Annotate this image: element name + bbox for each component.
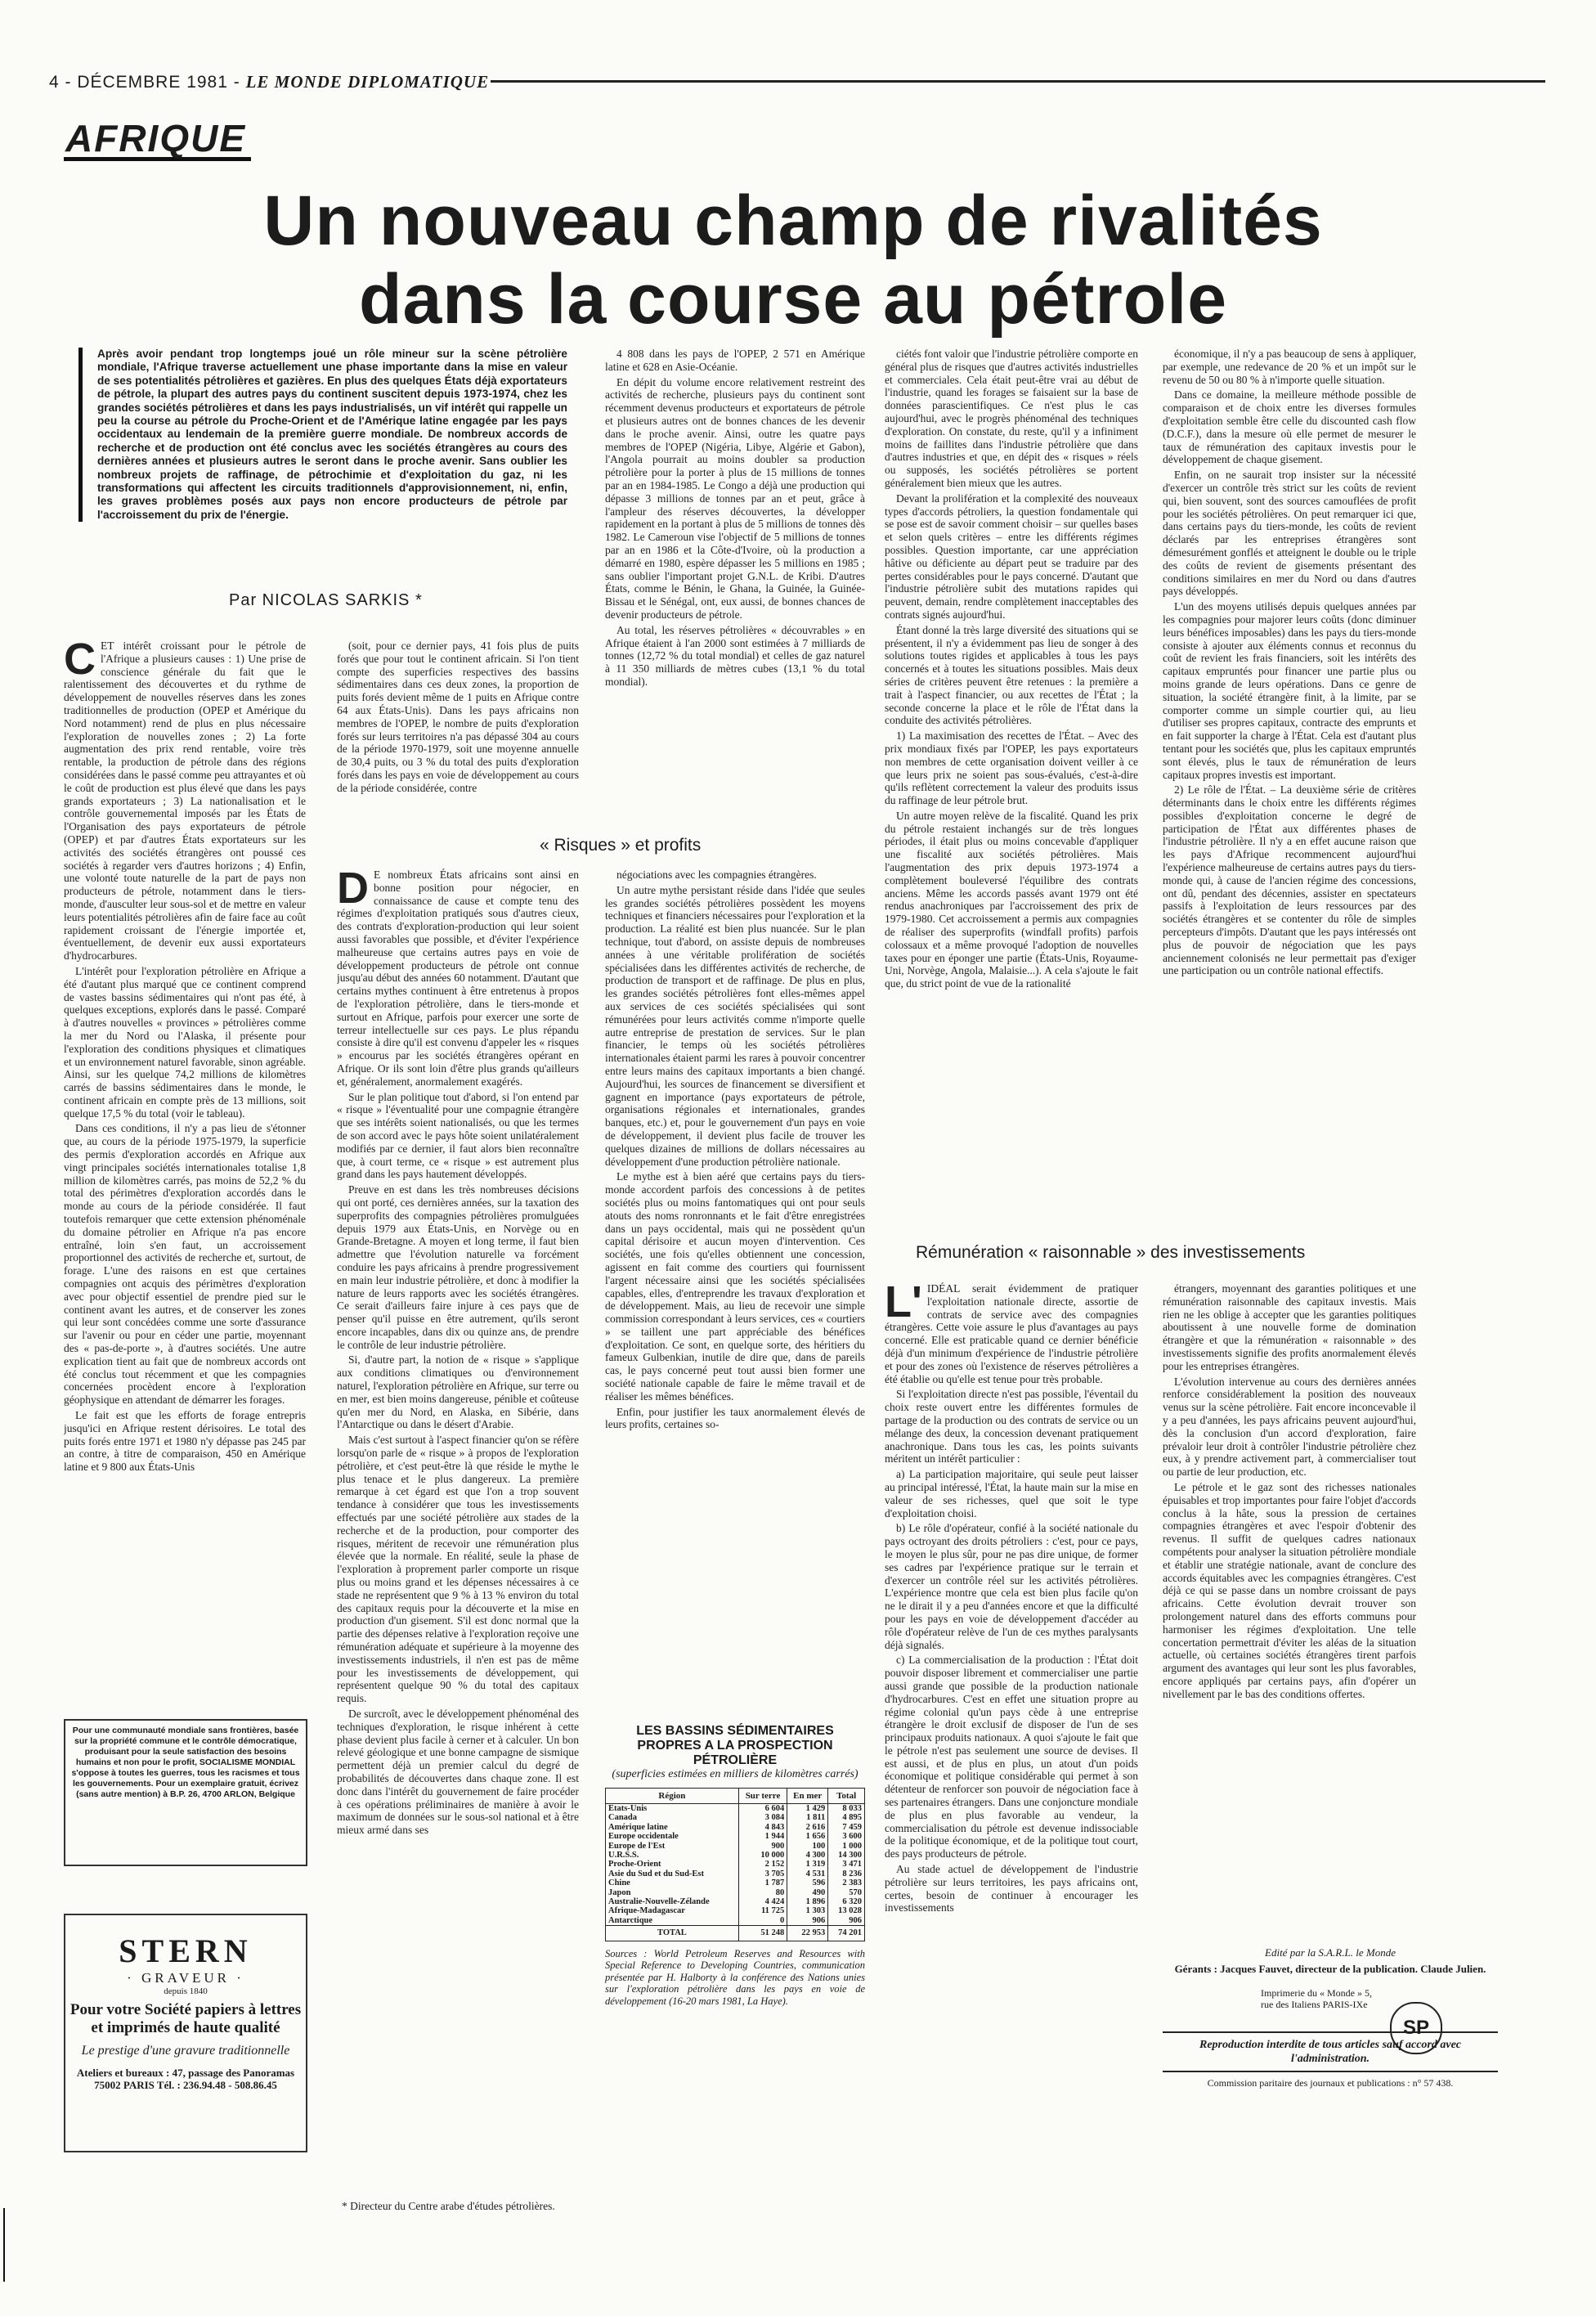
paragraph-text: En dépit du volume encore relativement restreint des activités de recherche, plusieurs pays du continent sont récemment devenus producteurs et exportateurs de pétrole et plusieurs autres ont de bonnes chances de les devenir dans le proche avenir. Ainsi, outre les quatre pays membres de l'OPEP (Nigéria, Libye, Algérie et Gabon), l'Angola pourrait au moins doubler sa production pétrolière pour la porter à plus de 15 millions de tonnes par an en 1984-1985. Le Congo a déjà une production qui dépasse 3 millions de tonnes par an et peut, grâce à l'ampleur des réserves découvertes, la développer rapidement en la portant à plus de 5 millions de tonnes dès 1982. Le Cameroun vise l'objectif de 5 millions de tonnes par an en 1986 et la Côte-d'Ivoire, où la production a démarré en 1980, espère dépasser les 5 millions en 1985 ; sans oublier l'important projet G.N.L. de Kribi. D'autres États, comme le Bénin, le Ghana, la Guinée, la Guinée-Bissau et le Sénégal, ont, eux aussi, de bonnes chances de devenir producteurs de pétrole. <box>605 375 865 621</box>
paragraph <box>337 1708 579 1837</box>
paragraph <box>1163 1376 1416 1479</box>
column-5-top <box>1163 348 1416 1243</box>
paragraph-text: Au total, les réserves pétrolières « découvrables » en Afrique étaient à l'an 2000 sont estimées à 7 milliards de tonnes (12,72 % du total mondial) et celles de gaz naturel à 11 350 milliards de mètres cubes (13,1 % du total mondial). <box>605 623 865 688</box>
table-cell: 3 084 <box>738 1813 787 1822</box>
stern-logo: STERN <box>119 1932 253 1969</box>
table-cell: 1 811 <box>787 1813 828 1822</box>
page-date: 4 - DÉCEMBRE 1981 - <box>49 73 246 92</box>
table-cell: 4 843 <box>738 1823 787 1832</box>
paragraph-text: L'intérêt pour l'exploration pétrolière en Afrique a été d'autant plus marqué que ce continent comprend de vastes bassins sédimentaires qui n'ont pas été, à quelques exceptions, explorés dans le passé. Comparé à d'autres nouvelles « provinces » pétrolières comme la mer du Nord ou l'Alaska, il présente pour l'exploration des conditions physiques et climatiques et un environnement naturel favorable, sinon agréable. Ainsi, sur les quelque 74,2 millions de kilomètres carrés de bassins sédimentaires dans le monde, le continent africain en compte près de 13 millions, soit quelque 17,5 % du total (voir le tableau). <box>64 964 306 1120</box>
table-cell: 4 895 <box>828 1813 865 1822</box>
paragraph <box>885 1388 1138 1465</box>
paragraph-text: Mais c'est surtout à l'aspect financier qu'on se réfère lorsqu'on parle de « risque » à propos de l'exploration pétrolière, et c'est peut-être là que réside le mythe le plus tenace et le plus dangereux. La première remarque à cet égard est que l'on a trop souvent tendance à considérer que tous les investissements effectués par une société pétrolière aux stades de la recherche et de la production, pour comporter des risques, méritent de recevoir une rémunération plus élevée que la normale. En réalité, seule la phase de l'exploration à proprement parler comporte un risque plus ou moins grand et les dépenses nécessaires à ce stade ne représentent que 9 % à 13 % environ du total des capitaux requis pour la découverte et la mise en production d'un gisement. S'il est donc normal que la partie des dépenses relative à l'exploration reçoive une rémunération adéquate et supérieure à la moyenne des investissements industriels, il n'en est pas de même pour les investissements de développement, qui représentent quelque 90 % du total des capitaux requis. <box>337 1434 579 1705</box>
paragraph-text: L'un des moyens utilisés depuis quelques années par les compagnies pour majorer leurs coûts (donc diminuer leurs bénéfices imposables) dans les pays du tiers-monde consiste à ajouter aux éléments connus et reconnus du coût de revient les frais financiers, soit les intérêts des capitaux empruntés pour financer une partie plus ou moins grande de leurs opérations. Dans ce genre de situation, la société étrangère finit, à la limite, par se comporter comme un simple courtier qui, au lieu d'utiliser ses propres capitaux, contracte des emprunts et en fait supporter la charge à l'État. Cela est d'autant plus tentant pour les sociétés que, plus les capitaux empruntés sont élevés, plus le taux de rémunération de leurs capitaux propres investis est important. <box>1163 600 1416 781</box>
table-cell: 13 028 <box>828 1906 865 1915</box>
paragraph <box>605 624 865 689</box>
table-row <box>606 1916 865 1926</box>
table-cell: 100 <box>787 1842 828 1851</box>
publisher-box <box>1163 1946 1498 2089</box>
table-cell: Etats-Unis <box>606 1804 739 1814</box>
table-body <box>606 1804 865 1941</box>
paragraph <box>605 1170 865 1403</box>
paragraph <box>1163 1481 1416 1701</box>
publisher-rule <box>1163 2031 1498 2033</box>
paragraph-text: Un autre mythe persistant réside dans l'idée que seules les grandes sociétés pétrolières possèdent les moyens techniques et financiers nécessaires pour l'exploration et la production. La réalité est bien plus nuancée. Sur le plan technique, tout d'abord, on assiste depuis de nombreuses années à une véritable prolifération de sociétés spécialisées dans les différentes activités de recherche, de production de transport et de raffinage. De plus en plus, les grandes sociétés pétrolières font elles-mêmes appel aux services de ces sociétés spécialisées qui sont rémunérées pour leurs activités comme n'importe quelle autre entreprise de prestation de services. Sur le plan financier, le temps où les sociétés pétrolières internationales étaient parmi les rares à pouvoir concentrer entre leurs mains des capitaux importants a bien changé. Aujourd'hui, les sources de financement se diversifient et gagnent en importance (pays exportateurs de pétrole, organisations régionales et internationales, grandes banques, etc.) et, pour le gouvernement d'un pays en voie de développement, il devient plus facile de trouver les quelques dizaines de millions de dollars nécessaires au développement d'une production pétrolière nationale. <box>605 883 865 1168</box>
paragraph-text: Si l'exploitation directe n'est pas possible, l'éventail du choix reste ouvert entre les différentes formules de partage de la production ou des contrats de service ou un mélange des deux, la concession devenant pratiquement anachronique. Dans tous les cas, les points suivants méritent un intérêt particulier : <box>885 1388 1138 1465</box>
table-cell: 8 033 <box>828 1804 865 1814</box>
paragraph <box>1163 783 1416 977</box>
table-cell: 1 303 <box>787 1906 828 1915</box>
table-cell: Europe de l'Est <box>606 1842 739 1851</box>
table-cell: 3 600 <box>828 1832 865 1841</box>
header-rule <box>491 80 1545 83</box>
paragraph-text: ET intérêt croissant pour le pétrole de l'Afrique a plusieurs causes : 1) Une prise de conscience générale du fait que le ralentissement des découvertes et du rythme de développement de nouvelles réserves dans les zones traditionnelles de production (OPEP et Amérique du Nord notamment) rend de plus en plus nécessaire l'exploration de nouvelles zones ; 2) La forte augmentation des prix rend rentable, voire très rentable, la production de pétrole dans des régions considérées dans le passé comme peu attrayantes et où le coût de production est plus élevé que dans les pays grands exportateurs ; 3) La nationalisation et le contrôle gouvernemental imposés par les États de l'Organisation des pays exportateurs de pétrole (OPEP) et par d'autres États exportateurs sur les activités des sociétés étrangères ont poussé ces sociétés à regarder vers d'autres horizons ; 4) Enfin, une volonté toute naturelle de la part de pays non producteurs de pétrole, notamment dans le tiers-monde, d'ausculter leur sous-sol et de mettre en valeur leurs potentialités pétrolières afin de faire face au coût rapidement croissant de l'énergie importée et, éventuellement, de devenir eux aussi exportateurs d'hydrocarbures. <box>64 640 306 963</box>
table-row <box>606 1832 865 1841</box>
table-cell: TOTAL <box>606 1926 739 1941</box>
paragraph <box>337 1434 579 1705</box>
paragraph-text: Un autre moyen relève de la fiscalité. Quand les prix du pétrole restaient inchangés sur de très longues périodes, il était plus ou moins concevable d'appliquer une fiscalité aux sociétés pétrolières. Mais l'augmentation des prix depuis 1973-1974 a complètement bouleversé l'équilibre des contrats anciens. Même les accords passés avant 1979 ont été rendus anachroniques par l'accroissement des prix de 1979-1980. Cet accroissement a permis aux compagnies de réaliser des superprofits (windfall profits) parfois colossaux et a même provoqué l'adoption de nouvelles taxes pour en éponger une partie (États-Unis, Royaume-Uni, Norvège, Angola, Malaisie...). A cela s'ajoute le fait que, du strict point de vue de la rationalité <box>885 809 1138 990</box>
column-2-top <box>337 640 579 800</box>
author-footnote: * Directeur du Centre arabe d'études pétrolières. <box>342 2200 555 2212</box>
table-cell: 22 953 <box>787 1926 828 1941</box>
paragraph-text: Étant donné la très large diversité des situations qui se présentent, il n'y a évidemment pas lieu de songer à des solutions toutes rigides et applicables à tous les pays concernés et à toutes les situations possibles. Mais deux séries de critères peuvent être retenues : la première a trait à l'aspect financier, ou aux recettes de l'État ; la seconde concerne la place et le rôle de l'État dans la conduite des activités pétrolières. <box>885 623 1138 727</box>
table-cell: Europe occidentale <box>606 1832 739 1841</box>
paragraph <box>1163 1282 1416 1373</box>
publisher-edited: Edité par la S.A.R.L. le Monde <box>1265 1946 1396 1959</box>
table-cell: 906 <box>828 1916 865 1926</box>
paragraph <box>337 868 579 1088</box>
table-cell: 1 944 <box>738 1832 787 1841</box>
table-header: Sur terre <box>738 1789 787 1804</box>
column-4-top <box>885 348 1138 1239</box>
basins-table-block <box>605 1724 865 2007</box>
basins-table <box>605 1788 865 1941</box>
imprimerie-stamp: SP <box>1390 2002 1442 2054</box>
drop-cap: C <box>64 640 96 684</box>
paragraph <box>885 1522 1138 1651</box>
table-row <box>606 1869 865 1878</box>
table-row <box>606 1842 865 1851</box>
table-cell: Japon <box>606 1888 739 1897</box>
table-cell: 4 300 <box>787 1851 828 1860</box>
paragraph-text: IDÉAL serait évidemment de pratiquer l'exploitation nationale directe, assortie de contrats de service avec des compagnies étrangères. Cette voie assure le plus d'avantages au pays concerné. Elle est praticable quand ce dernier bénéficie déjà d'un minimum d'expérience de l'industrie pétrolière et pour des zones où l'existence de réserves pétrolières a été établie ou qu'elle est tenue pour très probable. <box>885 1282 1138 1385</box>
table-row <box>606 1823 865 1832</box>
publisher-gerants: Gérants : Jacques Fauvet, directeur de la publication. Claude Julien. <box>1174 1963 1486 1975</box>
table-cell: 900 <box>738 1842 787 1851</box>
column-2-bottom <box>337 868 579 2193</box>
paragraph-text: Enfin, on ne saurait trop insister sur la nécessité d'exercer un contrôle très strict sur les coûts de revient qui, bien souvent, sont des sources camouflées de profit pour les sociétés pétrolières. On peut remarquer ici que, dans certains pays du tiers-monde, les coûts de revient déclarés par les entreprises étrangères sont démesurément gonflés et atteignent le double ou le triple des coûts de revient de gisements présentant des conditions similaires en mer du Nord ou dans d'autres pays développés. <box>1163 469 1416 598</box>
paragraph <box>64 1409 306 1474</box>
byline: Par NICOLAS SARKIS * <box>229 591 423 609</box>
table-cell: 1 656 <box>787 1832 828 1841</box>
paragraph-text: étrangers, moyennant des garanties politiques et une rémunération raisonnable des capitaux investis. Mais rien ne les oblige à accepter que les garanties politiques aboutissent à une nouvelle forme de domination étrangère et que la rémunération « raisonnable » des investissements signifie des profits anormalement élevés pour les entreprises étrangères. <box>1163 1282 1416 1372</box>
table-cell: 6 604 <box>738 1804 787 1814</box>
paragraph-text: Dans ce domaine, la meilleure méthode possible de comparaison et de choix entre les diverses formules d'exploitation semble être celle du discounted cash flow (D.C.F.), dans la mesure où elle permet de mesurer le taux de rémunération des capitaux investis pour le développement de chaque gisement. <box>1163 388 1416 466</box>
paragraph <box>605 348 865 374</box>
stern-since: depuis 1840 <box>164 1986 208 1996</box>
paragraph-text: Le fait est que les efforts de forage entrepris jusqu'ici en Afrique restent dérisoires. Le total des puits forés entre 1971 et 1980 n'y dépasse pas 245 par an contre, à titre de comparaison, 450 en Amérique latine et 9 800 aux États-Unis <box>64 1409 306 1474</box>
table-cell: 906 <box>787 1916 828 1926</box>
publisher-rule <box>1163 2071 1498 2072</box>
stern-address: Ateliers et bureaux : 47, passage des Panoramas 75002 PARIS Tél. : 236.94.48 - 508.86.45 <box>76 2067 295 2091</box>
column-3-top <box>605 348 865 806</box>
table-cell: 1 319 <box>787 1860 828 1869</box>
stern-tagline: Le prestige d'une gravure traditionnelle <box>81 2044 290 2058</box>
table-cell: 1 000 <box>828 1842 865 1851</box>
table-cell: Chine <box>606 1878 739 1887</box>
drop-cap: L' <box>885 1282 922 1326</box>
table-row <box>606 1813 865 1822</box>
table-cell: Canada <box>606 1813 739 1822</box>
table-cell: 1 787 <box>738 1878 787 1887</box>
paragraph <box>1163 469 1416 598</box>
page-header <box>49 69 1545 101</box>
table-header: Total <box>828 1789 865 1804</box>
paragraph <box>605 376 865 622</box>
table-cell: 570 <box>828 1888 865 1897</box>
paragraph <box>885 1468 1138 1519</box>
stern-subtitle: · GRAVEUR · <box>127 1970 244 1986</box>
section-label: AFRIQUE <box>64 119 251 161</box>
paragraph-text: De surcroît, avec le développement phénoménal des techniques d'exploration, le risque inhérent à cette phase devient plus facile à cerner et à calculer. Un bon relevé géologique et une bonne campagne de sismique permettent déjà un premier calcul du degré de probabilités de découvertes dans chaque zone. Il est donc dans l'intérêt du gouvernement de faire procéder à ces opérations préliminaires de manière à avoir le maximum de données sur le sous-sol national et à être mieux armé dans ses <box>337 1708 579 1837</box>
paragraph-text: Preuve en est dans les très nombreuses décisions qui ont porté, ces dernières années, sur la taxation des superprofits des compagnies pétrolières promulguées depuis 1979 aux États-Unis, en Norvège ou en Grande-Bretagne. A moyen et long terme, il faut bien admettre que l'évolution naturelle va forcément conduire les pays africains à prendre progressivement en main leur industrie pétrolière, et donc à modifier la nature de leurs rapports avec les sociétés étrangères. Ce serait d'ailleurs faire injure à ces pays que de penser qu'il puisse en être autrement, qu'ils seront encore incapables, dans dix ou quinze ans, de prendre le contrôle de leur industrie pétrolière. <box>337 1183 579 1351</box>
table-cell: 4 531 <box>787 1869 828 1878</box>
table-cell: 2 152 <box>738 1860 787 1869</box>
paragraph <box>885 624 1138 727</box>
advert-socialisme-mondial: Pour une communauté mondiale sans frontières, basée sur la propriété commune et le contrôle démocratique, produisant pour la seule satisfaction des besoins humains et non pour le profit, SOCIALISME MONDIAL s'oppose à toutes les guerres, tous les racismes et tous les gouvernements. Pour un exemplaire gratuit, écrivez (sans autre mention) à B.P. 26, 4700 ARLON, Belgique <box>64 1719 307 1866</box>
paragraph-text: 4 808 dans les pays de l'OPEP, 2 571 en Amérique latine et 628 en Asie-Océanie. <box>605 348 865 373</box>
paragraph-text: L'évolution intervenue au cours des dernières années renforce considérablement la position des nouveaux venus sur la scène pétrolière. Fait encore inconcevable il y a peu d'années, les pays africains peuvent aujourd'hui, dès la conclusion d'un accord d'exploration, faire prévaloir leur droit à contrôler l'industrie pétrolière chez eux, à y prendre activement part, à commercialiser tout ou partie de leur production, etc. <box>1163 1375 1416 1479</box>
table-cell: Australie-Nouvelle-Zélande <box>606 1897 739 1906</box>
column-4-bottom <box>885 1282 1138 2264</box>
paragraph-text: ciétés font valoir que l'industrie pétrolière comporte en général plus de risques que d'autres activités industrielles et commerciales. Cela était peut-être vrai au début de l'industrie, quand les forages se faisaient sur la base de données parascientifiques. Ce n'est plus le cas aujourd'hui, avec le progrès phénoménal des techniques d'exploration. On constate, du reste, qu'il y a infiniment moins de faillites dans l'industrie pétrolière que dans d'autres industries et que, en dépit des « risques » réels ou supposés, les sociétés pétrolières se portent généralement bien mieux que les autres. <box>885 348 1138 489</box>
paragraph <box>337 1353 579 1431</box>
paragraph <box>885 1654 1138 1860</box>
intro-chapeau: Après avoir pendant trop longtemps joué un rôle mineur sur la scène pétrolière mondiale, l'Afrique traverse actuellement une phase importante dans la mise en valeur de ses potentialités pétrolières et gazières. En plus des quelques États déjà exportateurs de pétrole, la plupart des autres pays du continent suscitent depuis 1973-1974, chez les grandes sociétés pétrolières et dans les pays industrialisés, un vif intérêt qui rappelle un peu la course au pétrole du Proche-Orient et de l'Amérique latine engagée par les pays occidentaux au lendemain de la première guerre mondiale. De nombreux accords de recherche et de production ont été conclus avec les sociétés étrangères au cours des dernières années et plusieurs autres le seront dans le proche avenir. Sans oublier les nombreux projets de raffinage, de pétrochimie et d'exploitation du gaz, ni les transformations qui affectent les circuits traditionnels d'approvisionnement, ni, enfin, les graves problèmes posés aux pays non encore producteurs de pétrole par l'accroissement du prix de l'énergie. <box>78 348 567 522</box>
table-cell: 0 <box>738 1916 787 1926</box>
paragraph <box>605 1406 865 1432</box>
table-cell: 2 616 <box>787 1823 828 1832</box>
paragraph <box>1163 600 1416 781</box>
table-cell: U.R.S.S. <box>606 1851 739 1860</box>
footer-left-rule <box>3 2208 5 2282</box>
table-cell: Proche-Orient <box>606 1860 739 1869</box>
table-cell: 11 725 <box>738 1906 787 1915</box>
table-header: Région <box>606 1789 739 1804</box>
column-3-bottom <box>605 868 865 1703</box>
paragraph-text: Le mythe est à bien aéré que certains pays du tiers-monde accordent parfois des concessions à de petites sociétés plus ou moins fantomatiques qui ont pour seuls atouts des noms ronronnants et le fait d'être enregistrées dans un pays occidental, mais qui ne possèdent qu'un capital dérisoire et aucun moyen d'intervention. Ces sociétés, une fois qu'elles obtiennent une concession, agissent en fait comme des courtiers qui fournissent l'argent nécessaire ainsi que les sociétés spécialisées capables, elles, d'entreprendre les travaux d'exploration et de développement. Mais, au lieu de recevoir une simple commission correspondant à leurs services, ces « courtiers » se taillent une part appréciable des bénéfices d'exploitation. Ce sont, en quelque sorte, des héritiers du fameux Gulbenkian, inutile de dire que, dans de pareils cas, le pays concerné peut tout aussi bien former une société nationale capable de faire le même travail et de réaliser les mêmes bénéfices. <box>605 1170 865 1403</box>
publisher-imprimerie: Imprimerie du « Monde » 5, rue des Italiens PARIS-IXe <box>1261 1987 1372 2010</box>
table-source: Sources : World Petroleum Reserves and Resources with Special Reference to Developing Countries, communication présentée par H. Halborty à la conférence des Nations unies sur l'exploration pétrolière dans les pays en voie de développement (16-20 mars 1981, La Haye). <box>605 1947 865 2007</box>
table-row <box>606 1878 865 1887</box>
paragraph-text: Si, d'autre part, la notion de « risque » s'applique aux conditions climatiques ou d'environnement naturel, l'exploration pétrolière en Afrique, sur terre ou en mer, est bien moins dangereuse, pénible et coûteuse qu'en mer du Nord, en Alaska, en Sibérie, dans l'Antarctique ou dans le désert d'Arabie. <box>337 1353 579 1431</box>
paragraph-text: 1) La maximisation des recettes de l'État. – Avec des prix mondiaux fixés par l'OPEP, les pays exportateurs non membres de cette organisation doivent veiller à ce que leurs prix ne soient pas sous-évalués, c'est-à-dire qu'ils reflètent correctement la valeur des produits issus du raffinage de leur pétrole brut. <box>885 729 1138 807</box>
table-cell: Antarctique <box>606 1916 739 1926</box>
headline <box>139 182 1447 339</box>
paragraph <box>337 1091 579 1182</box>
paragraph <box>605 868 865 882</box>
paragraph-text: (soit, pour ce dernier pays, 41 fois plus de puits forés que pour tout le continent africain. Si l'on tient compte des superficies respectives des bassins sédimentaires dans ces deux zones, la proportion de puits forés devient même de 1 puits en Afrique contre 64 aux États-Unis). Dans les pays africains non membres de l'OPEP, le nombre de puits d'exploration forés sur leurs territoires n'a pas dépassé 304 au cours de la période 1970-1979, soit une moyenne annuelle de 30,4 puits, ou 3 % du total des puits d'exploration forés dans les pays en voie de développement au cours de la période considérée, contre <box>337 640 579 794</box>
table-cell: Asie du Sud et du Sud-Est <box>606 1869 739 1878</box>
paragraph <box>885 492 1138 622</box>
masthead: LE MONDE DIPLOMATIQUE <box>245 72 490 92</box>
table-cell: 1 896 <box>787 1897 828 1906</box>
table-subtitle: (superficies estimées en milliers de kilomètres carrés) <box>612 1768 859 1780</box>
paragraph-text: E nombreux États africains sont ainsi en bonne position pour négocier, en connaissance de cause et compte tenu des régimes d'exploitation pratiqués sous d'autres cieux, des contrats d'exploration-production qui leur soient aussi favorables que possible, et d'éviter l'expérience malheureuse que certains autres pays en voie de développement producteurs de pétrole ont connue jusqu'au début des années 60 notamment. D'autant que certains mythes continuent à être entretenus à propos de l'exploration pétrolière, dans le tiers-monde et surtout en Afrique, parfois pour exercer une sorte de terreur intellectuelle sur ces pays. Le plus répandu consiste à dire qu'il est convenu d'appeler les « risques » encourus par les sociétés étrangères opérant en Afrique. Or ils sont loin d'être plus grands qu'ailleurs et, généralement, anormalement exagérés. <box>337 868 579 1088</box>
paragraph-text: Sur le plan politique tout d'abord, si l'on entend par « risque » l'éventualité pour une compagnie étrangère que ses intérêts soient nationalisés, ou que les termes de son accord avec le pays hôte soient unilatéralement modifiés par ce dernier, il faut alors bien reconnaître que, à court terme, ce « risque » est autrement plus grand dans les pays hautement développés. <box>337 1090 579 1181</box>
table-row <box>606 1804 865 1814</box>
table-cell: 1 429 <box>787 1804 828 1814</box>
table-cell: 3 471 <box>828 1860 865 1869</box>
paragraph <box>64 965 306 1120</box>
table-row <box>606 1897 865 1906</box>
table-cell: 3 705 <box>738 1869 787 1878</box>
drop-cap: D <box>337 868 369 913</box>
headline-line-1: Un nouveau champ de rivalités <box>263 182 1323 260</box>
table-cell: Afrique-Madagascar <box>606 1906 739 1915</box>
table-row <box>606 1860 865 1869</box>
paragraph <box>605 884 865 1169</box>
table-title: LES BASSINS SÉDIMENTAIRES PROPRES A LA PROSPECTION PÉTROLIÈRE <box>636 1724 834 1767</box>
publisher-reproduction: Reproduction interdite de tous articles sauf accord avec l'administration. <box>1199 2039 1462 2065</box>
paragraph-text: négociations avec les compagnies étrangères. <box>616 868 817 881</box>
paragraph <box>337 640 579 795</box>
table-cell: 490 <box>787 1888 828 1897</box>
paragraph <box>885 810 1138 990</box>
paragraph-text: Enfin, pour justifier les taux anormalement élevés de leurs profits, certaines so- <box>605 1405 865 1431</box>
table-cell: 4 424 <box>738 1897 787 1906</box>
table-cell: 6 320 <box>828 1897 865 1906</box>
paragraph <box>64 1122 306 1407</box>
publisher-commission: Commission paritaire des journaux et publications : n° 57 438. <box>1207 2077 1454 2089</box>
paragraph-text: Dans ces conditions, il n'y a pas lieu de s'étonner que, au cours de la période 1975-1979, la superficie des permis d'exploration accordés en Afrique aux vingt principales sociétés internationales totalise 1,8 million de kilomètres carrés, pas moins de 52,2 % du total des périmètres d'exploration accordés dans le monde au cours de la période considérée. Il faut toutefois remarquer que cette extension phénoménale du domaine pétrolier en Afrique n'a pas encore entraîné, loin s'en faut, un accroissement proportionnel des activités de recherche et, surtout, de forage. L'une des raisons en est que certaines compagnies ont acquis des périmètres d'exploration avec pour objectif essentiel de prendre pied sur le continent avant les autres, et de conserver les zones qui leur sont concédées comme une sorte d'assurance sur l'avenir ou pour en céder une partie, moyennant des « pas-de-porte », à d'autres sociétés. Une autre explication tient au fait que de nombreux accords ont été conclus tout récemment et que les compagnies concernées procèdent encore à l'exploration géophysique en attendant de démarrer les forages. <box>64 1122 306 1407</box>
column-5-bottom <box>1163 1282 1416 1806</box>
subhead-remuneration: Rémunération « raisonnable » des investissements <box>916 1243 1306 1262</box>
table-header-row <box>606 1789 865 1804</box>
paragraph-text: a) La participation majoritaire, qui seule peut laisser au principal intéressé, l'État, la haute main sur la mise en valeur de ses richesses, quel que soit le type d'exploitation choisi. <box>885 1468 1138 1519</box>
table-cell: 10 000 <box>738 1851 787 1860</box>
paragraph <box>885 348 1138 490</box>
paragraph-text: Au stade actuel de développement de l'industrie pétrolière sur leurs territoires, les pays africains ont, certes, besoin de continuer à encourager les investissements <box>885 1863 1138 1914</box>
table-cell: 80 <box>738 1888 787 1897</box>
table-row <box>606 1888 865 1897</box>
table-cell: 7 459 <box>828 1823 865 1832</box>
table-total-row <box>606 1926 865 1941</box>
paragraph <box>885 729 1138 807</box>
table-cell: 74 201 <box>828 1926 865 1941</box>
headline-line-2: dans la course au pétrole <box>358 260 1228 339</box>
paragraph-text: 2) Le rôle de l'État. – La deuxième série de critères déterminants dans le choix entre les différents régimes possibles d'exploitation concerne le degré de participation de l'État aux différentes phases de l'industrie pétrolière. Il n'y a en effet aucune raison que les pays d'Afrique recommencent aujourd'hui l'expérience malheureuse de certains autres pays du tiers-monde qui, à cause de l'ancien régime des concessions, ont dû, pendant des décennies, assister en spectateurs passifs à l'exploitation de leurs ressources par des sociétés étrangères et se contenter du rôle de simples percepteurs d'impôts. D'autant que les pays intéressés ont plus de pouvoir de négociation que les pays anciennement colonisés ne leur permettait pas d'exiger une participation ou un contrôle national effectifs. <box>1163 783 1416 977</box>
paragraph-text: Devant la prolifération et la complexité des nouveaux types d'accords pétroliers, la question fondamentale qui se pose est de savoir comment choisir – sur quelles bases et selon quels critères – entre les différents régimes possibles. Question importante, car une appréciation hâtive ou déficiente au départ peut se traduire par des pertes considérables pour le pays concerné. D'autant que l'industrie pétrolière subit des mutations rapides qui peuvent, demain, rendre complètement inacceptables des contrats signés aujourd'hui. <box>885 491 1138 621</box>
table-cell: 51 248 <box>738 1926 787 1941</box>
column-1-top <box>64 640 306 1699</box>
paragraph <box>64 640 306 963</box>
table-cell: Amérique latine <box>606 1823 739 1832</box>
paragraph-text: b) Le rôle d'opérateur, confié à la société nationale du pays octroyant des droits pétroliers : c'est, pour ce pays, le moyen le plus sûr, pour ne pas dire unique, de former ses cadres par l'expérience pratique sur le terrain et d'exercer un contrôle réel sur les activités pétrolières. L'expérience montre que cela est bien plus facile qu'on ne le dirait il y a peu d'années encore et que la difficulté pour les pays en voie de développement d'accéder au rôle d'opérateur relève de l'un de ces mythes paralysants déjà signalés. <box>885 1522 1138 1651</box>
table-cell: 596 <box>787 1878 828 1887</box>
subhead-risques: « Risques » et profits <box>540 836 702 855</box>
table-row <box>606 1851 865 1860</box>
table-header: En mer <box>787 1789 828 1804</box>
stern-headline: Pour votre Société papiers à lettres et imprimés de haute qualité <box>69 2001 302 2036</box>
advert-stern <box>64 1914 307 2152</box>
table-row <box>606 1906 865 1915</box>
paragraph-text: c) La commercialisation de la production : l'État doit pouvoir disposer librement et commercialiser une partie aussi grande que possible de la production nationale d'hydrocarbures. C'est en effet une situation propre au régime colonial qu'un pays cède à une entreprise étrangère le droit exclusif de disposer de l'un de ses principaux produits nationaux. A quoi s'ajoute le fait que le pétrole n'est pas seulement une source de devises. Il est aussi, et de plus en plus, un atout d'un poids économique et politique considérable qui permet à son détenteur de renforcer son pouvoir de négociation face à ses partenaires étrangers. Dans une conjoncture mondiale de plus en plus favorable au vendeur, la commercialisation du pétrole est devenue indissociable de la politique économique, et de la politique tout court, des pays producteurs de pétrole. <box>885 1654 1138 1860</box>
paragraph <box>885 1282 1138 1385</box>
table-cell: 8 236 <box>828 1869 865 1878</box>
paragraph-text: Le pétrole et le gaz sont des richesses nationales épuisables et trop importantes pour faire l'objet d'accords conclus à la hâte, sous la pression de certaines compagnies étrangères et avec l'espoir d'obtenir des revenus. Il suffit de quelques cadres nationaux compétents pour analyser la situation pétrolière mondiale et établir une stratégie nationale, avant de conclure des accords équitables avec les compagnies étrangères. C'est déjà ce qui se passe dans un nombre croissant de pays africains. Cette évolution devrait trouver son prolongement naturel dans des efforts communs pour harmoniser les régimes d'exploitation. Une telle concertation permettrait d'éviter les aléas de la situation actuelle, où certaines sociétés étrangères tirent parfois argument des avantages qui leur sont les plus favorables, encore appliqués par certains pays, afin d'opérer un nivellement par le bas des conditions offertes. <box>1163 1480 1416 1700</box>
paragraph <box>885 1863 1138 1914</box>
header-text <box>49 72 489 92</box>
paragraph-text: économique, il n'y a pas beaucoup de sens à appliquer, par exemple, une redevance de 20 % et un impôt sur le revenu de 50 ou 80 % à n'importe quelle situation. <box>1163 348 1416 386</box>
table-cell: 2 383 <box>828 1878 865 1887</box>
paragraph <box>1163 388 1416 466</box>
paragraph <box>1163 348 1416 386</box>
table-cell: 14 300 <box>828 1851 865 1860</box>
paragraph <box>337 1183 579 1351</box>
